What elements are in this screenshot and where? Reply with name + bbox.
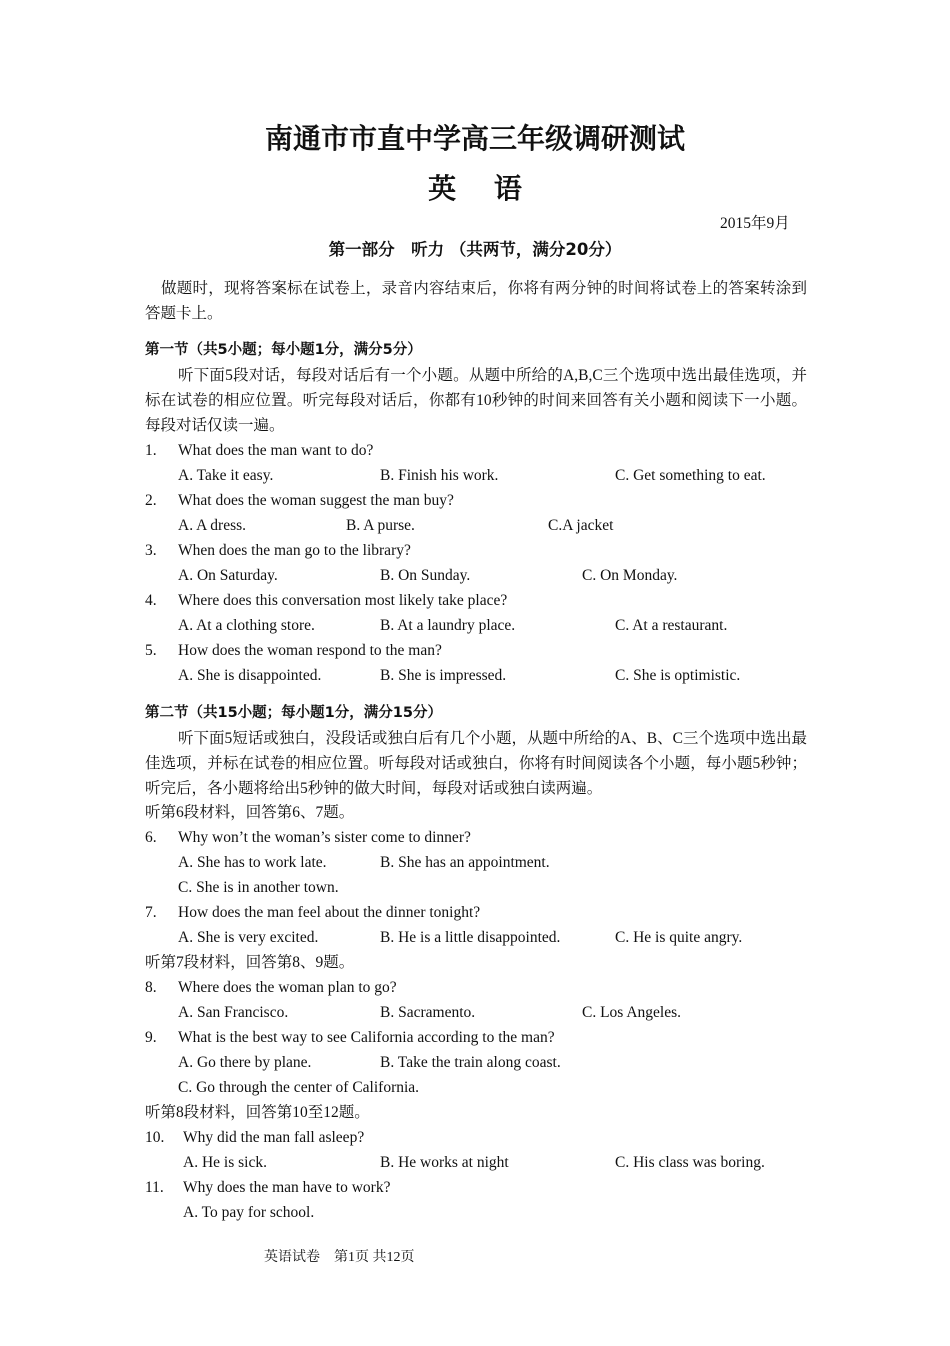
option-c: C. Get something to eat. xyxy=(615,467,766,484)
question-text: What does the woman suggest the man buy? xyxy=(178,492,454,509)
part1-intro: 做题时，现将答案标在试卷上，录音内容结束后，你将有两分钟的时间将试卷上的答案转涂到答题卡上。 xyxy=(145,280,807,322)
question-text: Where does this conversation most likely take place? xyxy=(178,592,508,609)
option-c: C. On Monday. xyxy=(582,567,678,584)
option-b: B. A purse. xyxy=(346,517,415,534)
question-number: 3. xyxy=(145,542,157,559)
option-b: B. On Sunday. xyxy=(380,567,471,584)
exam-title: 南通市市直中学高三年级调研测试 xyxy=(264,122,685,155)
question-text: Why does the man have to work? xyxy=(183,1179,391,1196)
question-text: What is the best way to see California according to the man? xyxy=(178,1029,555,1046)
option-a: A. She has to work late. xyxy=(178,854,327,871)
question-number: 1. xyxy=(145,442,157,459)
option-a: A. Go there by plane. xyxy=(178,1054,312,1071)
question-text: When does the man go to the library? xyxy=(178,542,411,559)
option-c: C. She is in another town. xyxy=(178,879,339,896)
option-c: C. Los Angeles. xyxy=(582,1004,682,1021)
page-footer: 英语试卷 第1页 共12页 xyxy=(264,1250,415,1265)
section2-instructions: 听下面5短话或独白，没段话或独白后有几个小题，从题中所给的A、B、C三个选项中选出最佳选项，并标在试卷的相应位置。听每段对话或独白，你将有时间阅读各个小题，每小题5秒钟；听完后，各小题将给出5秒钟的做大时间，每段对话或独白读两遍。 xyxy=(145,730,807,797)
question-text: Why did the man fall asleep? xyxy=(183,1129,365,1146)
exam-date: 2015年9月 xyxy=(720,215,790,232)
section1-instructions: 听下面5段对话，每段对话后有一个小题。从题中所给的A,B,C三个选项中选出最佳选项，并标在试卷的相应位置。听完每段对话后，你都有10秒钟的时间来回答有关小题和阅读下一小题。每段对话仅读一遍。 xyxy=(145,367,807,434)
option-b: B. She is impressed. xyxy=(380,667,507,684)
group-note: 听第6段材料，回答第6、7题。 xyxy=(145,804,355,821)
question-text: What does the man want to do? xyxy=(178,442,374,459)
option-c: C. She is optimistic. xyxy=(615,667,741,684)
option-c: C. He is quite angry. xyxy=(615,929,743,946)
option-c: C.A jacket xyxy=(548,517,614,534)
section2-heading: 第二节（共15小题；每小题1分，满分15分） xyxy=(145,705,442,721)
question-number: 5. xyxy=(145,642,157,659)
option-b: B. She has an appointment. xyxy=(380,854,550,871)
section1-heading: 第一节（共5小题；每小题1分，满分5分） xyxy=(145,342,422,358)
question-number: 4. xyxy=(145,592,157,609)
question-text: How does the man feel about the dinner tonight? xyxy=(178,904,481,921)
question-text: How does the woman respond to the man? xyxy=(178,642,442,659)
group-note: 听第8段材料，回答第10至12题。 xyxy=(145,1104,370,1121)
option-b: B. Take the train along coast. xyxy=(380,1054,561,1071)
option-a: A. She is very excited. xyxy=(178,929,319,946)
subject-title: 英 语 xyxy=(428,172,536,205)
option-c: C. Go through the center of California. xyxy=(178,1079,420,1096)
part1-heading: 第一部分 听力 （共两节，满分20分） xyxy=(328,240,622,259)
option-b: B. At a laundry place. xyxy=(380,617,516,634)
option-a: A. Take it easy. xyxy=(178,467,274,484)
option-c: C. His class was boring. xyxy=(615,1154,765,1171)
option-a: A. On Saturday. xyxy=(178,567,278,584)
option-a: A. She is disappointed. xyxy=(178,667,322,684)
question-number: 10. xyxy=(145,1129,165,1146)
option-a: A. San Francisco. xyxy=(178,1004,289,1021)
option-a: A. He is sick. xyxy=(183,1154,267,1171)
question-number: 9. xyxy=(145,1029,157,1046)
question-number: 2. xyxy=(145,492,157,509)
question-number: 8. xyxy=(145,979,157,996)
option-c: C. At a restaurant. xyxy=(615,617,728,634)
option-a: A. A dress. xyxy=(178,517,247,534)
option-b: B. Sacramento. xyxy=(380,1004,476,1021)
option-b: B. He works at night xyxy=(380,1154,509,1171)
question-text: Why won’t the woman’s sister come to dinner? xyxy=(178,829,471,846)
option-a: A. At a clothing store. xyxy=(178,617,315,634)
question-text: Where does the woman plan to go? xyxy=(178,979,397,996)
question-number: 6. xyxy=(145,829,157,846)
option-a: A. To pay for school. xyxy=(183,1204,315,1221)
question-number: 7. xyxy=(145,904,157,921)
group-note: 听第7段材料，回答第8、9题。 xyxy=(145,954,355,971)
option-b: B. He is a little disappointed. xyxy=(380,929,561,946)
question-number: 11. xyxy=(145,1179,164,1196)
option-b: B. Finish his work. xyxy=(380,467,499,484)
